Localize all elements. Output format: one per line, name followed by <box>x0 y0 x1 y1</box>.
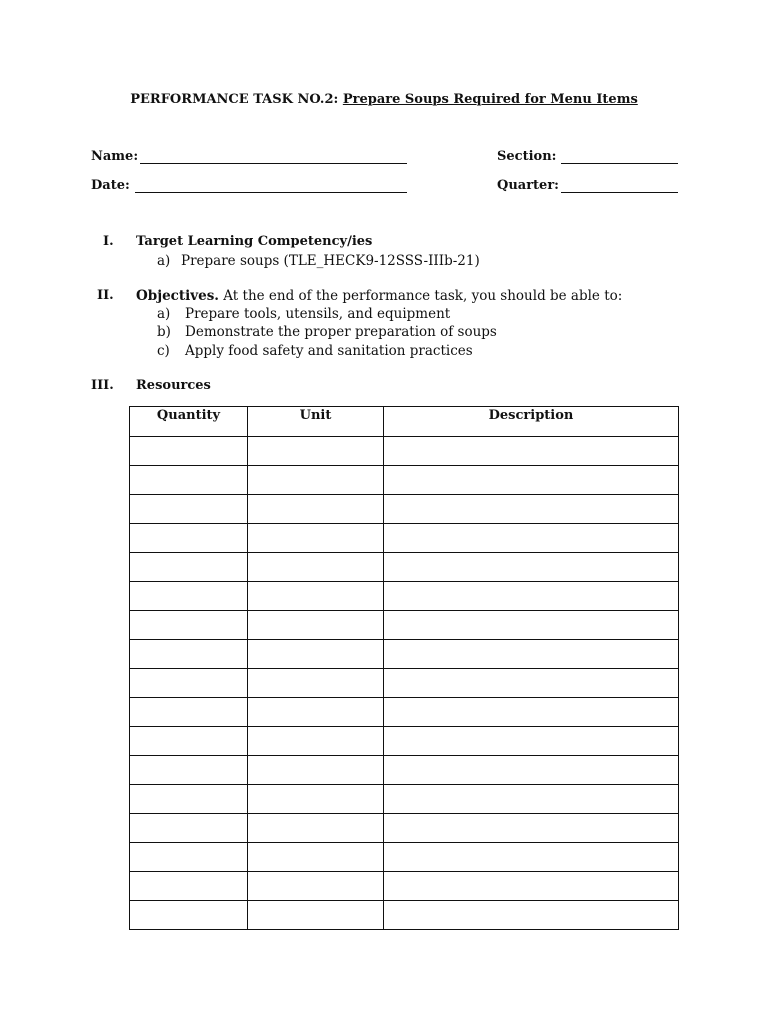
cell-description[interactable] <box>384 669 679 698</box>
cell-quantity[interactable] <box>130 901 248 930</box>
table-row <box>130 495 679 524</box>
cell-description[interactable] <box>384 640 679 669</box>
table-row <box>130 640 679 669</box>
cell-unit[interactable] <box>248 582 384 611</box>
cell-quantity[interactable] <box>130 611 248 640</box>
cell-unit[interactable] <box>248 843 384 872</box>
table-row <box>130 843 679 872</box>
column-header-unit: Unit <box>248 407 384 437</box>
cell-unit[interactable] <box>248 814 384 843</box>
resources-table-body <box>130 437 679 930</box>
cell-unit[interactable] <box>248 524 384 553</box>
cell-unit[interactable] <box>248 611 384 640</box>
cell-quantity[interactable] <box>130 756 248 785</box>
section-label: Section: <box>497 149 557 164</box>
table-row <box>130 901 679 930</box>
cell-description[interactable] <box>384 814 679 843</box>
table-row <box>130 727 679 756</box>
cell-unit[interactable] <box>248 466 384 495</box>
cell-unit[interactable] <box>248 437 384 466</box>
cell-quantity[interactable] <box>130 553 248 582</box>
table-header-row <box>130 407 679 437</box>
objective-text: Apply food safety and sanitation practices <box>185 343 473 359</box>
section-two-line <box>136 288 622 304</box>
section-one-heading: Target Learning Competency/ies <box>136 234 373 249</box>
objective-text: Demonstrate the proper preparation of soups <box>185 324 497 340</box>
cell-quantity[interactable] <box>130 727 248 756</box>
table-row <box>130 466 679 495</box>
cell-quantity[interactable] <box>130 582 248 611</box>
section-two-heading: Objectives. <box>136 288 219 304</box>
quarter-label: Quarter: <box>497 178 559 193</box>
cell-quantity[interactable] <box>130 698 248 727</box>
section-one-item-text: Prepare soups (TLE_HECK9-12SSS-IIIb-21) <box>181 253 480 269</box>
cell-description[interactable] <box>384 466 679 495</box>
cell-description[interactable] <box>384 611 679 640</box>
table-row <box>130 524 679 553</box>
cell-description[interactable] <box>384 901 679 930</box>
cell-quantity[interactable] <box>130 785 248 814</box>
title-prefix: PERFORMANCE TASK NO.2: <box>130 92 339 107</box>
quarter-field[interactable] <box>561 192 678 193</box>
cell-quantity[interactable] <box>130 872 248 901</box>
cell-description[interactable] <box>384 582 679 611</box>
cell-unit[interactable] <box>248 640 384 669</box>
table-row <box>130 814 679 843</box>
table-row <box>130 756 679 785</box>
cell-unit[interactable] <box>248 669 384 698</box>
column-header-description: Description <box>384 407 679 437</box>
section-three-numeral: III. <box>91 378 114 393</box>
table-row <box>130 785 679 814</box>
cell-description[interactable] <box>384 843 679 872</box>
cell-description[interactable] <box>384 553 679 582</box>
name-field[interactable] <box>140 163 407 164</box>
cell-quantity[interactable] <box>130 669 248 698</box>
section-one-numeral: I. <box>103 234 114 249</box>
cell-quantity[interactable] <box>130 437 248 466</box>
cell-unit[interactable] <box>248 495 384 524</box>
cell-unit[interactable] <box>248 785 384 814</box>
cell-quantity[interactable] <box>130 640 248 669</box>
page-title <box>0 92 768 107</box>
cell-unit[interactable] <box>248 698 384 727</box>
name-label: Name: <box>91 149 139 164</box>
objective-text: Prepare tools, utensils, and equipment <box>185 306 451 322</box>
table-row <box>130 582 679 611</box>
cell-quantity[interactable] <box>130 524 248 553</box>
cell-unit[interactable] <box>248 756 384 785</box>
table-row <box>130 872 679 901</box>
cell-description[interactable] <box>384 756 679 785</box>
table-row <box>130 611 679 640</box>
cell-description[interactable] <box>384 872 679 901</box>
cell-quantity[interactable] <box>130 843 248 872</box>
section-two-numeral: II. <box>97 288 114 303</box>
section-three-heading: Resources <box>136 378 211 393</box>
cell-quantity[interactable] <box>130 495 248 524</box>
section-two-intro: At the end of the performance task, you should be able to: <box>223 288 623 304</box>
date-field[interactable] <box>135 192 407 193</box>
cell-description[interactable] <box>384 785 679 814</box>
section-one-item-letter: a) <box>157 253 171 269</box>
section-field[interactable] <box>561 163 678 164</box>
objective-letter: b) <box>157 324 171 340</box>
table-row <box>130 669 679 698</box>
cell-quantity[interactable] <box>130 814 248 843</box>
date-label: Date: <box>91 178 130 193</box>
column-header-quantity: Quantity <box>130 407 248 437</box>
cell-description[interactable] <box>384 698 679 727</box>
cell-description[interactable] <box>384 524 679 553</box>
table-row <box>130 698 679 727</box>
cell-description[interactable] <box>384 495 679 524</box>
cell-unit[interactable] <box>248 727 384 756</box>
title-underlined: Prepare Soups Required for Menu Items <box>342 92 638 107</box>
cell-unit[interactable] <box>248 553 384 582</box>
objective-letter: a) <box>157 306 171 322</box>
cell-description[interactable] <box>384 727 679 756</box>
cell-description[interactable] <box>384 437 679 466</box>
cell-unit[interactable] <box>248 901 384 930</box>
table-row <box>130 553 679 582</box>
cell-unit[interactable] <box>248 872 384 901</box>
table-row <box>130 437 679 466</box>
resources-table <box>129 406 679 930</box>
objective-letter: c) <box>157 343 170 359</box>
cell-quantity[interactable] <box>130 466 248 495</box>
